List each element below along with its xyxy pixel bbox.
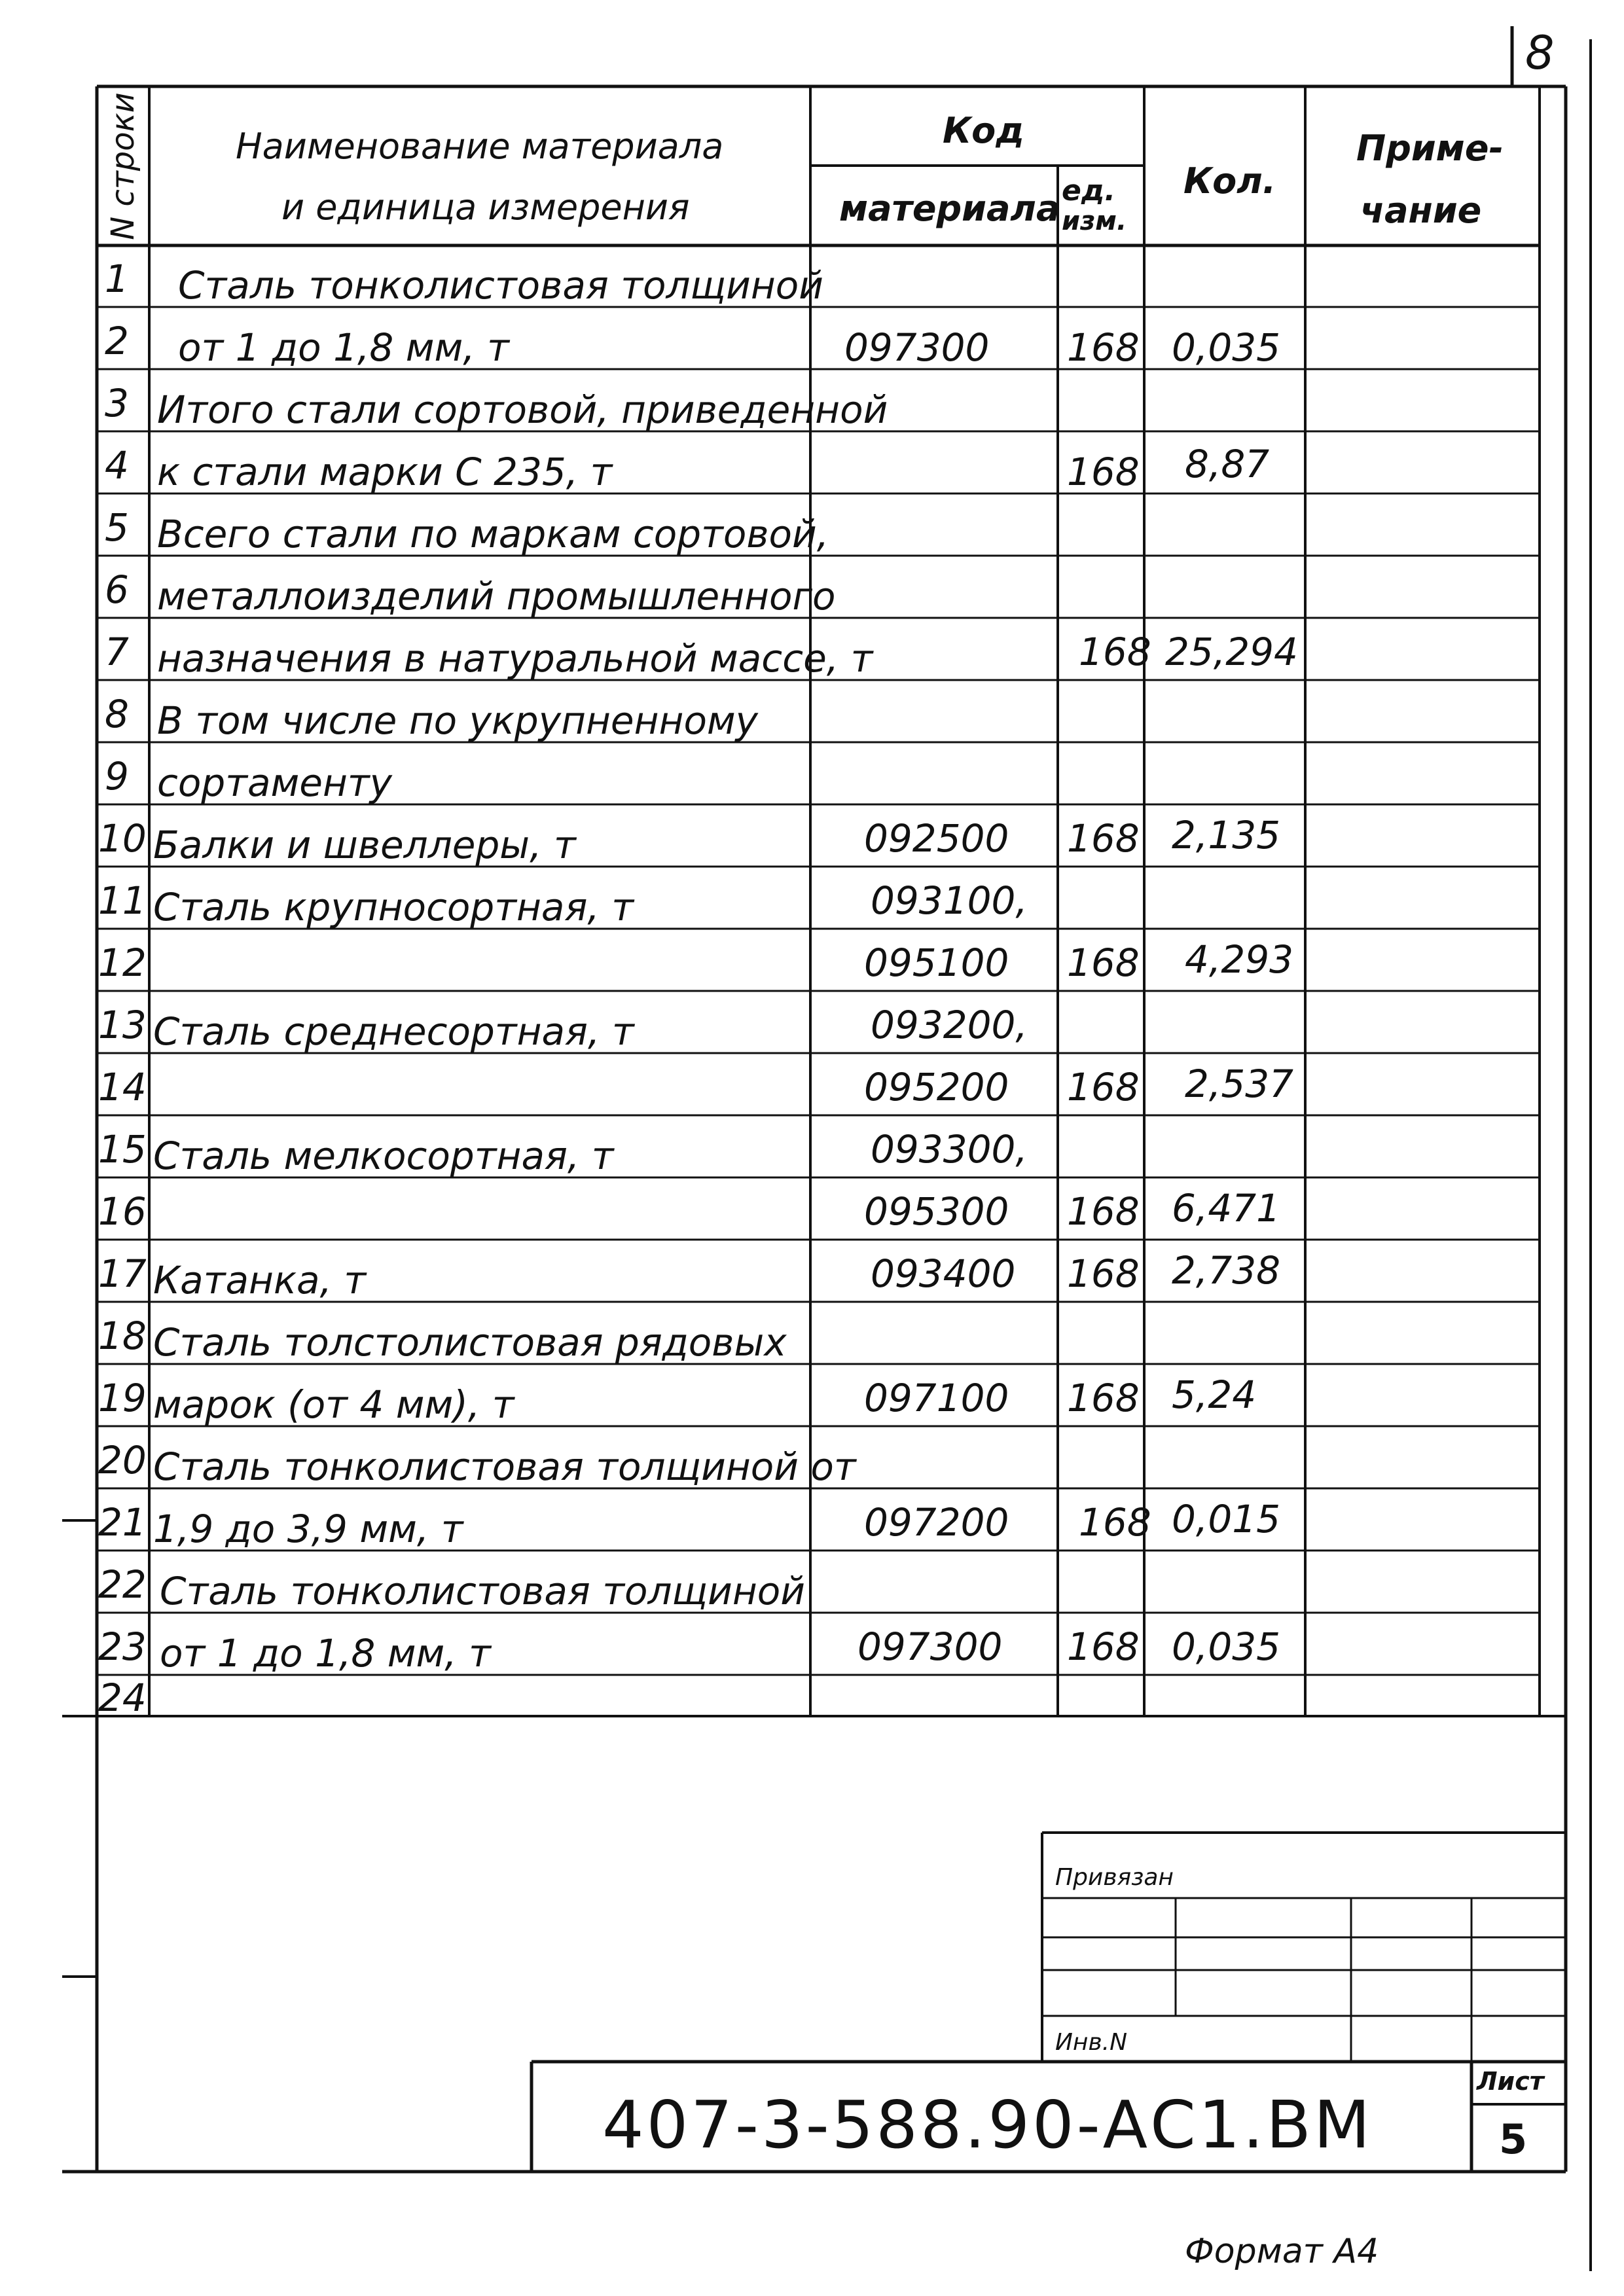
header-unit-line1: ед.: [1062, 174, 1116, 207]
row-unit: 168: [1067, 941, 1140, 985]
row-number: 8: [105, 692, 129, 736]
row-number: 21: [98, 1500, 147, 1545]
sheet-label: Лист: [1477, 2067, 1544, 2096]
row-number: 1: [105, 257, 129, 301]
header-name-line2: и единица измерения: [281, 187, 690, 228]
row-name: Сталь тонколистовая толщиной: [178, 263, 823, 308]
row-name: Сталь толстолистовая рядовых: [153, 1320, 787, 1365]
row-name: Сталь крупносортная, т: [153, 885, 634, 929]
row-name: назначения в натуральной массе, т: [157, 636, 873, 681]
row-code: 097300: [844, 325, 990, 370]
header-material: материала: [839, 188, 1060, 229]
row-name: Балки и швеллеры, т: [153, 823, 576, 867]
row-unit: 168: [1067, 1251, 1140, 1296]
stamp-tied-label: Привязан: [1055, 1864, 1174, 1891]
row-unit: 168: [1067, 325, 1140, 370]
row-name: Сталь тонколистовая толщиной от: [153, 1444, 856, 1489]
header-unit-line2: изм.: [1062, 206, 1127, 236]
row-number: 16: [98, 1189, 147, 1234]
row-qty: 0,015: [1172, 1497, 1281, 1541]
row-qty: 5,24: [1172, 1372, 1257, 1417]
row-code: 092500: [864, 816, 1009, 861]
row-name: Всего стали по маркам сортовой,: [157, 512, 829, 556]
row-code: 097200: [864, 1500, 1009, 1545]
row-name: В том числе по укрупненному: [157, 698, 759, 743]
row-number: 12: [98, 941, 147, 985]
document-designation: 407-3-588.90-АС1.ВМ: [602, 2087, 1373, 2163]
row-qty: 4,293: [1185, 937, 1294, 982]
row-number: 19: [98, 1376, 147, 1420]
row-qty: 6,471: [1172, 1186, 1281, 1230]
row-name: Сталь среднесортная, т: [153, 1009, 634, 1054]
row-code: 093200,: [871, 1003, 1028, 1047]
row-qty: 8,87: [1185, 442, 1270, 486]
row-number: 7: [105, 630, 129, 674]
row-code: 095200: [864, 1065, 1009, 1109]
row-name: Сталь тонколистовая толщиной: [160, 1569, 805, 1613]
row-number: 22: [98, 1562, 147, 1607]
row-unit: 168: [1079, 1500, 1151, 1545]
row-number: 13: [98, 1003, 147, 1047]
row-qty: 0,035: [1172, 1624, 1281, 1669]
row-qty: 25,294: [1165, 630, 1298, 674]
row-name: марок (от 4 мм), т: [153, 1382, 514, 1427]
stamp-inv-label: Инв.N: [1055, 2029, 1128, 2056]
row-number: 3: [105, 381, 129, 425]
row-unit: 168: [1067, 1065, 1140, 1109]
row-number: 4: [105, 443, 129, 488]
row-code: 095300: [864, 1189, 1009, 1234]
row-number: 17: [98, 1251, 147, 1296]
row-name: сортаменту: [157, 761, 392, 805]
row-name: 1,9 до 3,9 мм, т: [153, 1507, 463, 1551]
row-name: от 1 до 1,8 мм, т: [160, 1631, 491, 1676]
row-name: металлоизделий промышленного: [157, 574, 836, 619]
header-row-number: N строки: [105, 92, 141, 240]
row-number: 18: [98, 1314, 147, 1358]
row-unit: 168: [1067, 1624, 1140, 1669]
row-number: 9: [105, 754, 129, 798]
row-name: Итого стали сортовой, приведенной: [157, 387, 888, 432]
row-name: к стали марки С 235, т: [157, 450, 613, 494]
header-code: Код: [943, 110, 1024, 151]
row-code: 095100: [864, 941, 1009, 985]
row-unit: 168: [1067, 816, 1140, 861]
header-note-line2: чание: [1360, 190, 1482, 231]
row-number: 15: [98, 1127, 147, 1172]
row-unit: 168: [1079, 630, 1151, 674]
row-name: Катанка, т: [153, 1258, 367, 1302]
sheet-value: 5: [1499, 2115, 1528, 2163]
row-name: от 1 до 1,8 мм, т: [178, 325, 509, 370]
row-number: 24: [98, 1676, 147, 1720]
row-number: 20: [98, 1438, 147, 1482]
header-qty: Кол.: [1183, 160, 1276, 202]
row-number: 2: [105, 319, 129, 363]
row-code: 093100,: [871, 878, 1028, 923]
row-code: 093400: [871, 1251, 1016, 1296]
row-qty: 2,537: [1185, 1062, 1294, 1106]
row-unit: 168: [1067, 450, 1140, 494]
row-name: Сталь мелкосортная, т: [153, 1134, 614, 1178]
row-qty: 0,035: [1172, 325, 1281, 370]
row-unit: 168: [1067, 1376, 1140, 1420]
top-sheet-number: 8: [1525, 26, 1555, 80]
row-number: 23: [98, 1624, 147, 1669]
row-number: 10: [98, 816, 147, 861]
row-code: 097300: [857, 1624, 1003, 1669]
row-number: 6: [105, 567, 129, 612]
row-code: 093300,: [871, 1127, 1028, 1172]
header-note-line1: Приме-: [1356, 128, 1504, 169]
format-label: Формат А4: [1185, 2232, 1379, 2271]
row-code: 097100: [864, 1376, 1009, 1420]
row-qty: 2,738: [1172, 1248, 1281, 1293]
row-unit: 168: [1067, 1189, 1140, 1234]
row-qty: 2,135: [1172, 813, 1281, 857]
row-number: 14: [98, 1065, 147, 1109]
row-number: 5: [105, 505, 129, 550]
row-number: 11: [98, 878, 147, 923]
header-name-line1: Наименование материала: [236, 126, 724, 167]
